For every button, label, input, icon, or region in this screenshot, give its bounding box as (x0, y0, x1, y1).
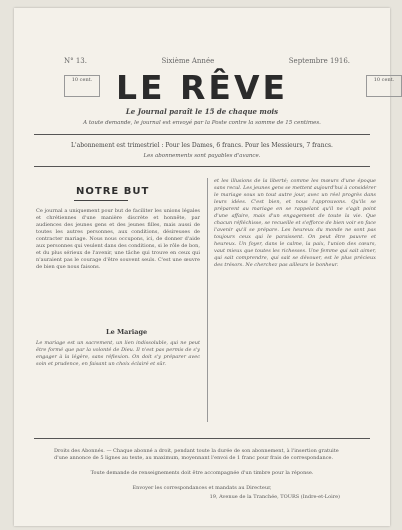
footer-address-label: Envoyer les correspondances et mandats au Directeur, (132, 485, 272, 491)
column-divider (207, 178, 208, 422)
issue-date: Septembre 1916. (288, 57, 350, 65)
issue-year: Sixième Année (161, 57, 215, 65)
subscription-note: Les abonnements sont payables d'avance. (143, 153, 261, 159)
masthead-note: A toute demande, le journal est envoyé par la Poste contre la somme de 15 centimes. (83, 120, 321, 126)
divider (34, 134, 370, 135)
article-mariage: Le mariage est un sacrement, un lien indissoluble, qui ne peut être formé que par la volonté de Dieu. Il n'est pas permis de s'y engager à la légère, sans réflexion. On doit s'y préparer avec soin et prudence, en faisant un choix éclairé et sûr. (36, 340, 200, 367)
masthead-title: LE RÊVE (115, 68, 289, 107)
issue-number: N° 13. (64, 57, 87, 65)
section-heading-notre-but: NOTRE BUT (76, 186, 150, 197)
footer-address: 19, Avenue de la Tranchée, TOURS (Indre-et-Loire) (209, 494, 340, 500)
subscription-line: L'abonnement est trimestriel : Pour les Dames, 6 francs. Pour les Messieurs, 7 francs. (71, 142, 333, 149)
article-right-column: et les illusions de la liberté; comme les mœurs d'une époque sans recul. Les jeunes gens se mettent aujourd'hui à considérer le mariage sous un tout autre jour, avec un réel progrès dans leurs idées. C'est bien, et nous l'approuvons. Qu'ils se préparent au mariage en se rappelant qu'il ne s'agit point d'une affaire, mais d'un engagement de toute la vie. Que chacun réfléchisse, se recueille et s'efforce de bien voir en face l'avenir qu'il se prépare. Les heureux du monde ne sont pas toujours ceux qui le paraissent. On peut être pauvre et heureux. Un foyer, dans le calme, la paix, l'union des cœurs, vaut mieux que toutes les richesses. Une femme qui sait aimer, qui sait comprendre, qui sait se dévouer, est le plus précieux des trésors. Ne cherchez pas ailleurs le bonheur. (214, 178, 376, 268)
issue-line (64, 57, 350, 65)
article-notre-but: Ce journal a uniquement pour but de faciliter les unions légales et chrétiennes d'une manière discrète et honnête, par audiences des jeunes gens et des jeunes filles, mais aussi de toutes les autres personnes, aux conditions, désireuses de contracter mariage. Nous nous occupons, ici, de donner d'aide aux personnes qui veulent dans des conditions, si le rôle de bon, et du plus sérieux de l'avenir, une tâche qui trouve en ceux qui n'auraient pas le courage d'être souvent seuls. C'est une œuvre de bien que nous faisons. (36, 208, 200, 270)
divider (34, 166, 370, 167)
heading-underline (74, 200, 128, 201)
section-heading-mariage: Le Mariage (106, 328, 148, 336)
masthead-subtitle: Le Journal paraît le 15 de chaque mois (125, 107, 279, 116)
divider (34, 438, 370, 439)
footer-droits: Droits des Abonnés. — Chaque abonné a droit, pendant toute la durée de son abonnement, à l'insertion gratuite d'une annonce de 5 lignes au texte, au maximum, moyennant l'envoi de 1 franc pour frais de correspondance. (54, 448, 339, 461)
price-box-right: 10 cent. (366, 75, 402, 97)
price-box-left: 10 cent. (64, 75, 100, 97)
footer-renseignement: Toute demande de renseignements doit être accompagnée d'un timbre pour la réponse. (90, 470, 314, 476)
newspaper-page (14, 8, 395, 526)
